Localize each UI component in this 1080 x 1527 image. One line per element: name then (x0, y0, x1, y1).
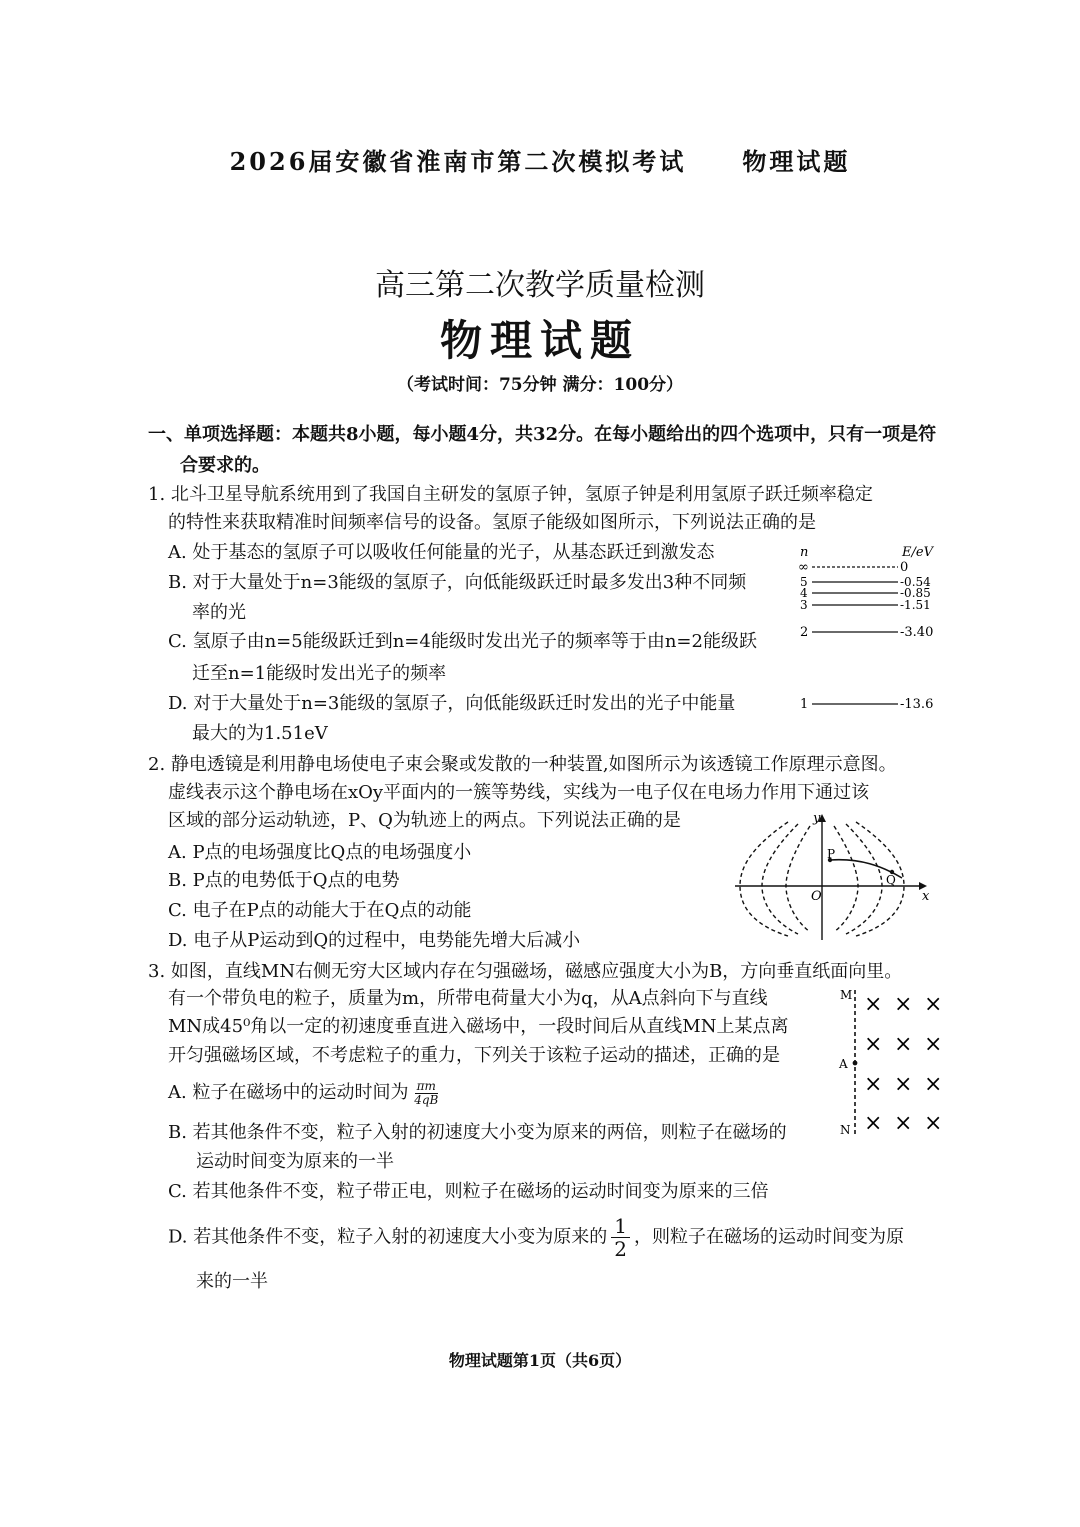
q2-option-c: C. 电子在P点的动能大于在Q点的动能 (168, 900, 472, 921)
svg-text:×: × (924, 992, 943, 1017)
svg-text:×: × (894, 992, 913, 1017)
q3-option-b-line2: 运动时间变为原来的一半 (196, 1151, 394, 1172)
svg-text:×: × (924, 1111, 943, 1136)
label-n: N (840, 1123, 851, 1137)
energy-level-2 (800, 625, 933, 640)
exam-subtitle: 高三第二次教学质量检测 (375, 268, 705, 303)
svg-text:×: × (894, 1072, 913, 1097)
q3-option-a-fraction (414, 1080, 438, 1107)
energy-level-inf (798, 560, 908, 575)
banner-exam-name: 2026届安徽省淮南市第二次模拟考试 (229, 147, 687, 176)
svg-text:4: 4 (800, 586, 808, 600)
q3-option-b-line1: B. 若其他条件不变，粒子入射的初速度大小变为原来的两倍，则粒子在磁场的 (168, 1122, 787, 1143)
svg-text:×: × (864, 1111, 883, 1136)
svg-text:5: 5 (800, 575, 808, 589)
q3-option-d-line1 (168, 1215, 904, 1260)
energy-level-diagram (790, 540, 950, 720)
energy-level-n-header: n (800, 545, 809, 560)
q3-option-c: C. 若其他条件不变，粒子带正电，则粒子在磁场的运动时间变为原来的三倍 (168, 1181, 769, 1202)
q3-option-d-numerator: 1 (611, 1215, 630, 1238)
q1-option-d-line1: D. 对于大量处于n=3能级的氢原子，向低能级跃迁时发出的光子中能量 (168, 693, 736, 714)
label-a: A (839, 1057, 848, 1071)
q1-stem-line2: 的特性来获取精准时间频率信号的设备。氢原子能级如图所示，下列说法正确的是 (168, 512, 816, 533)
q2-option-b: B. P点的电势低于Q点的电势 (168, 870, 400, 891)
q2-stem-line1: 2. 静电透镜是利用静电场使电子束会聚或发散的一种装置,如图所示为该透镜工作原理示意图。 (148, 754, 897, 775)
origin-label: O (811, 889, 822, 904)
svg-text:-0.85: -0.85 (900, 586, 931, 600)
q2-stem-line2: 虚线表示这个静电场在xOy平面内的一簇等势线，实线为一电子仅在电场力作用下通过该 (168, 782, 870, 803)
energy-level-3 (800, 598, 931, 612)
q1-option-c-line2: 迁至n=1能级时发出光子的频率 (192, 663, 447, 684)
q3-stem-line4: 开匀强磁场区域，不考虑粒子的重力，下列关于该粒子运动的描述，正确的是 (168, 1045, 780, 1066)
svg-text:×: × (894, 1032, 913, 1057)
svg-text:×: × (924, 1072, 943, 1097)
svg-text:0: 0 (900, 560, 909, 575)
q1-option-d-line2: 最大的为1.51eV (192, 723, 328, 744)
q3-option-a-numerator: πm (416, 1078, 436, 1093)
q2-stem-line3: 区域的部分运动轨迹，P、Q为轨迹上的两点。下列说法正确的是 (168, 810, 681, 831)
svg-text:×: × (894, 1111, 913, 1136)
q1-option-a: A. 处于基态的氢原子可以吸收任何能量的光子，从基态跃迁到激发态 (168, 542, 715, 563)
q2-option-d: D. 电子从P运动到Q的过程中，电势能先增大后减小 (168, 930, 581, 951)
svg-text:×: × (924, 1032, 943, 1057)
section1-heading-line2: 合要求的。 (180, 455, 270, 476)
q1-option-c-line1: C. 氢原子由n=5能级跃迁到n=4能级时发出光子的频率等于由n=2能级跃 (168, 631, 757, 652)
svg-text:×: × (864, 1072, 883, 1097)
q1-stem-line1: 1. 北斗卫星导航系统用到了我国自主研发的氢原子钟，氢原子钟是利用氢原子跃迁频率稳定 (148, 484, 873, 505)
banner-subject: 物理试题 (742, 147, 851, 176)
svg-text:∞: ∞ (798, 560, 809, 575)
exam-info: （考试时间：75分钟 满分：100分） (396, 375, 684, 395)
y-axis-label: y (813, 811, 821, 826)
q3-stem-line3: MN成45⁰角以一定的初速度垂直进入磁场中，一段时间后从直线MN上某点离 (168, 1016, 789, 1037)
section1-heading-line1: 一、单项选择题：本题共8小题，每小题4分，共32分。在每小题给出的四个选项中，只有一项是符 (148, 424, 937, 445)
svg-text:-13.6: -13.6 (900, 697, 934, 712)
svg-text:-1.51: -1.51 (900, 598, 931, 612)
exam-banner (0, 142, 1080, 177)
q3-option-d-text: D. 若其他条件不变，粒子入射的初速度大小变为原来的 (168, 1226, 608, 1248)
svg-text:-3.40: -3.40 (900, 625, 934, 640)
svg-text:1: 1 (800, 697, 809, 712)
svg-text:3: 3 (800, 598, 808, 612)
q3-option-a (168, 1078, 438, 1108)
q1-option-b-line2: 率的光 (192, 602, 246, 623)
svg-text:2: 2 (800, 625, 809, 640)
q3-option-a-denominator: 4qB (414, 1092, 439, 1107)
svg-text:×: × (864, 1032, 883, 1057)
q3-option-d-suffix: ，则粒子在磁场的运动时间变为原 (633, 1226, 904, 1248)
q3-stem-line1: 3. 如图，直线MN右侧无穷大区域内存在匀强磁场，磁感应强度大小为B，方向垂直纸面向里。 (148, 961, 903, 982)
point-q-label: Q (886, 873, 896, 887)
svg-text:×: × (864, 992, 883, 1017)
q1-option-b-line1: B. 对于大量处于n=3能级的氢原子，向低能级跃迁时最多发出3种不同频 (168, 572, 747, 593)
energy-level-e-header: E/eV (902, 545, 933, 560)
q3-stem-line2: 有一个带负电的粒子，质量为m，所带电荷量大小为q，从A点斜向下与直线 (168, 988, 768, 1009)
q3-option-a-text: A. 粒子在磁场中的运动时间为 (168, 1082, 409, 1103)
field-into-page-crosses (864, 992, 942, 1136)
q3-option-d-denominator: 2 (614, 1237, 627, 1261)
q3-option-d-fraction (611, 1215, 630, 1260)
page-footer: 物理试题第1页（共6页） (448, 1351, 632, 1370)
point-a-dot (853, 1061, 858, 1066)
exam-title: 物理试题 (439, 316, 640, 365)
q2-option-a: A. P点的电场强度比Q点的电场强度小 (168, 842, 472, 863)
electrostatic-lens-diagram (730, 808, 940, 943)
q3-option-d-line2: 来的一半 (196, 1271, 268, 1292)
point-p-label: P (827, 847, 836, 861)
x-axis-label: x (922, 889, 930, 904)
svg-text:-0.54: -0.54 (900, 575, 931, 589)
magnetic-field-diagram (836, 984, 946, 1144)
label-m: M (840, 988, 853, 1002)
energy-level-1 (800, 697, 933, 712)
